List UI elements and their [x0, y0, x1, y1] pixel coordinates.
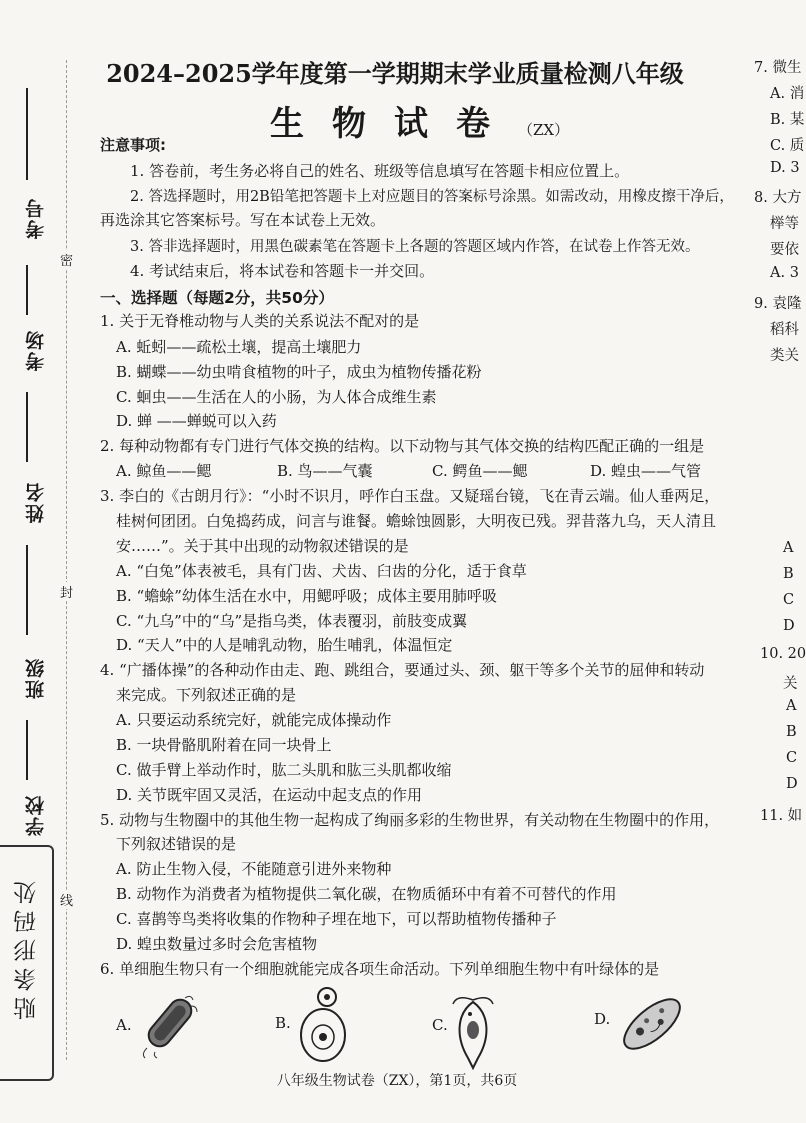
right-col-line-17: 10. 20 — [760, 646, 806, 662]
q3-line-1: 3. 李白的《古朗月行》：“小时不识月，呼作白玉盘。又疑瑶台镜，飞在青云端。仙人垂两足， — [100, 487, 720, 505]
note-2b: 再选涂其它答案标号。写在本试卷上无效。 — [100, 211, 386, 229]
binding-line-3 — [26, 392, 28, 462]
notes-heading: 注意事项: — [100, 136, 166, 154]
subject-code: （ZX） — [518, 121, 570, 139]
right-col-line-16: D — [783, 618, 795, 634]
seal-xian: 线 — [60, 890, 73, 909]
q6-label-a: A. — [116, 1016, 132, 1034]
section-1-heading: 一、选择题（每题2分，共50分） — [100, 289, 334, 307]
right-col-line-10: 9. 袁隆 — [754, 296, 802, 312]
right-col-line-7: 榉等 — [770, 216, 799, 232]
right-col-line-21: C — [786, 750, 798, 766]
school-label: 学校 — [25, 794, 47, 836]
euglena-image — [448, 992, 498, 1072]
right-col-line-6: 8. 大方 — [754, 190, 802, 206]
q2-option-a: A. 鲸鱼——鳃 — [116, 462, 212, 480]
right-col-line-2: A. 消 — [770, 86, 805, 102]
q5-option-a: A. 防止生物入侵，不能随意引进外来物种 — [116, 860, 392, 878]
bacterium-image — [135, 988, 205, 1058]
q6-label-d: D. — [594, 1010, 611, 1028]
right-col-line-23: 11. 如 — [760, 808, 803, 824]
right-col-line-14: B — [783, 566, 794, 582]
q5-option-c: C. 喜鹊等鸟类将收集的作物种子埋在地下，可以帮助植物传播种子 — [116, 910, 557, 928]
note-3: 3. 答非选择题时，用黑色碳素笔在答题卡上各题的答题区域内作答，在试卷上作答无效。 — [130, 239, 700, 255]
q4-line-1: 4. “广播体操”的各种动作由走、跑、跳组合，要通过头、颈、躯干等多个关节的屈伸和转动 — [100, 661, 705, 679]
seal-feng: 封 — [60, 582, 73, 601]
q4-option-a: A. 只要运动系统完好，就能完成体操动作 — [116, 711, 392, 729]
right-col-line-18: 关 — [783, 676, 798, 692]
right-col-line-22: D — [786, 776, 798, 792]
right-col-line-1: 7. 微生 — [754, 60, 802, 76]
yeast-image — [293, 985, 353, 1065]
q1-option-b: B. 蝴蝶——幼虫啃食植物的叶子，成虫为植物传播花粉 — [116, 363, 482, 381]
right-col-line-3: B. 某 — [770, 112, 805, 128]
q3-line-3: 安……”。关于其中出现的动物叙述错误的是 — [116, 537, 409, 555]
q5-option-b: B. 动物作为消费者为植物提供二氧化碳，在物质循环中有着不可替代的作用 — [116, 885, 617, 903]
exam-number-label: 考号 — [25, 197, 47, 239]
q1-option-d: D. 蝉 ——蝉蜕可以入药 — [116, 412, 277, 430]
exam-room-label: 考场 — [25, 329, 47, 371]
subject-name: 生物试卷 — [270, 104, 518, 144]
q2-option-b: B. 鸟——气囊 — [277, 462, 373, 480]
q4-option-c: C. 做手臂上举动作时，肱二头肌和肱三头肌都收缩 — [116, 761, 452, 779]
q1-option-a: A. 蚯蚓——疏松土壤，提高土壤肥力 — [116, 338, 362, 356]
right-col-line-13: A — [783, 540, 794, 556]
q6-stem: 6. 单细胞生物只有一个细胞就能完成各项生命活动。下列单细胞生物中有叶绿体的是 — [100, 960, 660, 978]
q3-option-a: A. “白兔”体表被毛，具有门齿、犬齿、臼齿的分化，适于食草 — [116, 562, 527, 580]
q5-line-2: 下列叙述错误的是 — [116, 835, 237, 853]
q1-stem: 1. 关于无脊椎动物与人类的关系说法不配对的是 — [100, 312, 420, 330]
right-col-line-15: C — [783, 592, 795, 608]
right-col-line-19: A — [786, 698, 797, 714]
q3-line-2: 桂树何团团。白兔捣药成，问言与谁餐。蟾蜍蚀圆影，大明夜已残。羿昔落九乌，天人清且 — [116, 512, 717, 530]
binding-line-4 — [26, 545, 28, 635]
right-col-line-5: D. 3 — [770, 160, 800, 176]
right-col-line-11: 稻科 — [770, 322, 799, 338]
name-label: 姓名 — [25, 481, 47, 523]
binding-line-2 — [26, 265, 28, 315]
q6-label-b: B. — [275, 1014, 291, 1032]
barcode-area — [0, 845, 54, 1081]
q4-line-2: 来完成。下列叙述正确的是 — [116, 686, 297, 704]
seal-dashed-line — [66, 60, 67, 1060]
q6-label-c: C. — [432, 1016, 448, 1034]
q1-option-c: C. 蛔虫——生活在人的小肠，为人体合成维生素 — [116, 388, 437, 406]
barcode-label: 贴条形码处 — [14, 875, 40, 1020]
q2-option-d: D. 蝗虫——气管 — [590, 462, 702, 480]
q5-line-1: 5. 动物与生物圈中的其他生物一起构成了绚丽多彩的生物世界，有关动物在生物圈中的作用， — [100, 811, 720, 829]
right-col-line-8: 要依 — [770, 242, 799, 258]
right-col-line-20: B — [786, 724, 797, 740]
binding-line-5 — [26, 720, 28, 780]
paramecium-image — [612, 984, 692, 1064]
note-4: 4. 考试结束后，将本试卷和答题卡一并交回。 — [130, 262, 435, 280]
binding-line-top — [26, 88, 28, 180]
note-2a: 2. 答选择题时，用2B铅笔把答题卡上对应题目的答案标号涂黑。如需改动，用橡皮擦干净后， — [130, 189, 734, 205]
q2-stem: 2. 每种动物都有专门进行气体交换的结构。以下动物与其气体交换的结构匹配正确的一组是 — [100, 437, 705, 455]
q5-option-d: D. 蝗虫数量过多时会危害植物 — [116, 935, 318, 953]
page-footer: 八年级生物试卷（ZX），第1页，共6页 — [276, 1073, 518, 1089]
q3-option-d: D. “天人”中的人是哺乳动物，胎生哺乳，体温恒定 — [116, 636, 453, 654]
q4-option-b: B. 一块骨骼肌附着在同一块骨上 — [116, 736, 332, 754]
right-col-line-9: A. 3 — [770, 265, 799, 281]
q2-option-c: C. 鳄鱼——鳃 — [432, 462, 528, 480]
class-label: 班级 — [25, 657, 47, 699]
right-col-line-4: C. 质 — [770, 138, 805, 154]
exam-title: 2024–2025学年度第一学期期末学业质量检测八年级 — [106, 59, 684, 88]
q4-option-d: D. 关节既牢固又灵活，在运动中起支点的作用 — [116, 786, 423, 804]
note-1: 1. 答卷前，考生务必将自己的姓名、班级等信息填写在答题卡相应位置上。 — [130, 162, 630, 180]
q3-option-b: B. “蟾蜍”幼体生活在水中，用鳃呼吸；成体主要用肺呼吸 — [116, 587, 497, 605]
seal-mi: 密 — [60, 250, 73, 269]
right-col-line-12: 类关 — [770, 348, 799, 364]
subject-title — [270, 96, 569, 145]
q3-option-c: C. “九乌”中的“乌”是指乌类，体表覆羽，前肢变成翼 — [116, 612, 468, 630]
